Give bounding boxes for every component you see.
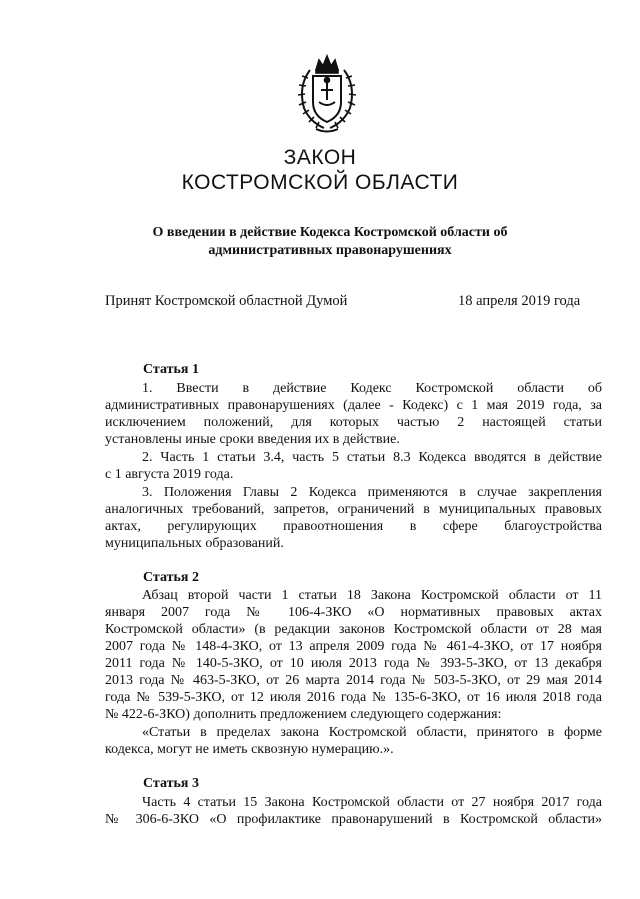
article-3-line: № 306-6-ЗКО «О профилактике правонарушений в Костромской области» bbox=[105, 812, 602, 827]
article-2-line: года № 539-5-ЗКО, от 12 июля 2016 года № 135-6-ЗКО, от 16 июля 2018 года bbox=[105, 690, 602, 705]
article-1-line: аналогичных требований, запретов, ограничений в муниципальных правовых bbox=[105, 502, 602, 517]
law-subtitle-line2: административных правонарушениях bbox=[208, 243, 452, 258]
article-2-line: января 2007 года № 106-4-ЗКО «О нормативных правовых актах bbox=[105, 605, 602, 620]
article-2-line: 2013 года № 463-5-ЗКО, от 26 марта 2014 года № 503-5-ЗКО, от 29 мая 2014 bbox=[105, 673, 602, 688]
coat-of-arms-icon bbox=[286, 50, 368, 136]
article-1-line: административных правонарушениях (далее - Кодекс) с 1 мая 2019 года, за bbox=[105, 398, 602, 413]
article-2-quote-line: «Статьи в пределах закона Костромской области, принятого в форме bbox=[142, 725, 602, 740]
article-1-line: муниципальных образований. bbox=[105, 536, 284, 551]
article-2-line: Костромской области» (в редакции законов Костромской области от 28 мая bbox=[105, 622, 602, 637]
article-1-line: установлены иные сроки введения их в действие. bbox=[105, 432, 400, 447]
region-title: КОСТРОМСКОЙ ОБЛАСТИ bbox=[181, 171, 459, 194]
article-2-line: № 422-6-ЗКО) дополнить предложением следующего содержания: bbox=[105, 707, 502, 722]
article-1-line: 3. Положения Главы 2 Кодекса применяются в случае закрепления bbox=[142, 485, 602, 500]
article-2-quote-line: кодекса, могут не иметь сквозную нумерацию.». bbox=[105, 742, 394, 757]
article-1-line: с 1 августа 2019 года. bbox=[105, 467, 234, 482]
article-2-line: 2007 года № 148-4-ЗКО, от 13 апреля 2009 года № 461-4-ЗКО, от 17 ноября bbox=[105, 639, 602, 654]
law-title: ЗАКОН bbox=[283, 146, 357, 169]
adopted-date: 18 апреля 2019 года bbox=[458, 293, 581, 309]
adopted-by: Принят Костромской областной Думой bbox=[105, 293, 348, 309]
article-1-heading: Статья 1 bbox=[143, 362, 199, 377]
article-1-line: исключением положений, для которых частью 2 настоящей статьи bbox=[105, 415, 602, 430]
law-subtitle-line1: О введении в действие Кодекса Костромской области об bbox=[152, 225, 508, 240]
article-2-line: 2011 года № 140-5-ЗКО, от 10 июля 2013 года № 393-5-ЗКО, от 13 декабря bbox=[105, 656, 602, 671]
article-3-heading: Статья 3 bbox=[143, 776, 199, 791]
article-1-line: 2. Часть 1 статьи 3.4, часть 5 статьи 8.3 Кодекса вводятся в действие bbox=[142, 450, 602, 465]
article-1-line: 1. Ввести в действие Кодекс Костромской области об bbox=[142, 381, 602, 396]
article-2-line: Абзац второй части 1 статьи 18 Закона Костромской области от 11 bbox=[142, 588, 602, 603]
article-2-heading: Статья 2 bbox=[143, 570, 199, 585]
article-3-line: Часть 4 статьи 15 Закона Костромской области от 27 ноября 2017 года bbox=[142, 795, 602, 810]
article-1-line: актах, регулирующих правоотношения в сфере благоустройства bbox=[105, 519, 602, 534]
